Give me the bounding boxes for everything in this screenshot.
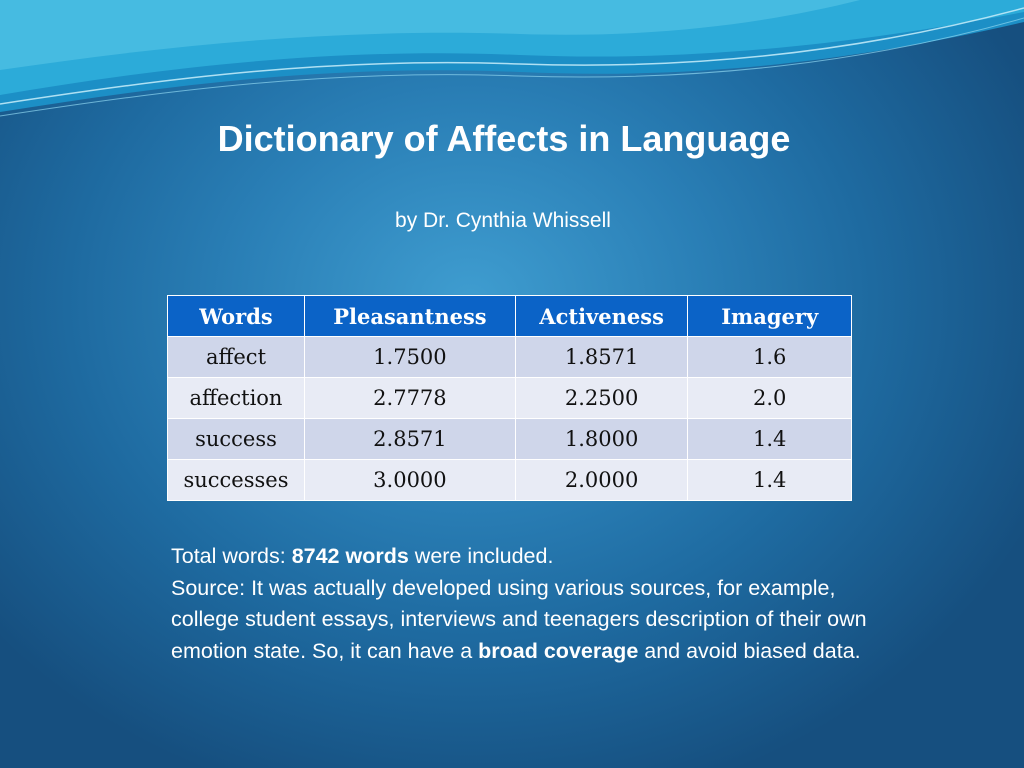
- broad-coverage-emphasis: broad coverage: [478, 638, 639, 663]
- cell-activeness: 2.0000: [515, 460, 687, 501]
- column-header-activeness: Activeness: [515, 296, 687, 337]
- cell-imagery: 1.4: [688, 460, 852, 501]
- column-header-words: Words: [168, 296, 305, 337]
- author-subtitle: by Dr. Cynthia Whissell: [395, 209, 611, 232]
- column-header-pleasantness: Pleasantness: [304, 296, 515, 337]
- cell-word: affect: [168, 337, 305, 378]
- slide-title: Dictionary of Affects in Language: [217, 118, 791, 159]
- source-description: Source: It was actually developed using various sources, for example, college student essays, interviews and teenagers description of their own emotion state. So, it can have a: [171, 575, 867, 663]
- description-text: [171, 541, 891, 667]
- cell-pleasantness: 1.7500: [304, 337, 515, 378]
- cell-word: success: [168, 419, 305, 460]
- table-row: [168, 337, 852, 378]
- cell-pleasantness: 3.0000: [304, 460, 515, 501]
- cell-activeness: 1.8571: [515, 337, 687, 378]
- total-words-suffix: were included.: [408, 544, 554, 568]
- cell-imagery: 1.6: [688, 337, 852, 378]
- cell-imagery: 1.4: [688, 419, 852, 460]
- cell-pleasantness: 2.7778: [304, 378, 515, 419]
- table-header-row: [168, 296, 852, 337]
- cell-activeness: 2.2500: [515, 378, 687, 419]
- total-words-count: 8742 words: [291, 544, 409, 568]
- table-row: [168, 460, 852, 501]
- cell-word: successes: [168, 460, 305, 501]
- cell-word: affection: [168, 378, 305, 419]
- cell-pleasantness: 2.8571: [304, 419, 515, 460]
- cell-imagery: 2.0: [688, 378, 852, 419]
- total-words-prefix: Total words:: [171, 544, 292, 568]
- source-suffix: and avoid biased data.: [638, 638, 861, 663]
- cell-activeness: 1.8000: [515, 419, 687, 460]
- affect-table: [167, 295, 852, 501]
- table-row: [168, 378, 852, 419]
- table-row: [168, 419, 852, 460]
- column-header-imagery: Imagery: [688, 296, 852, 337]
